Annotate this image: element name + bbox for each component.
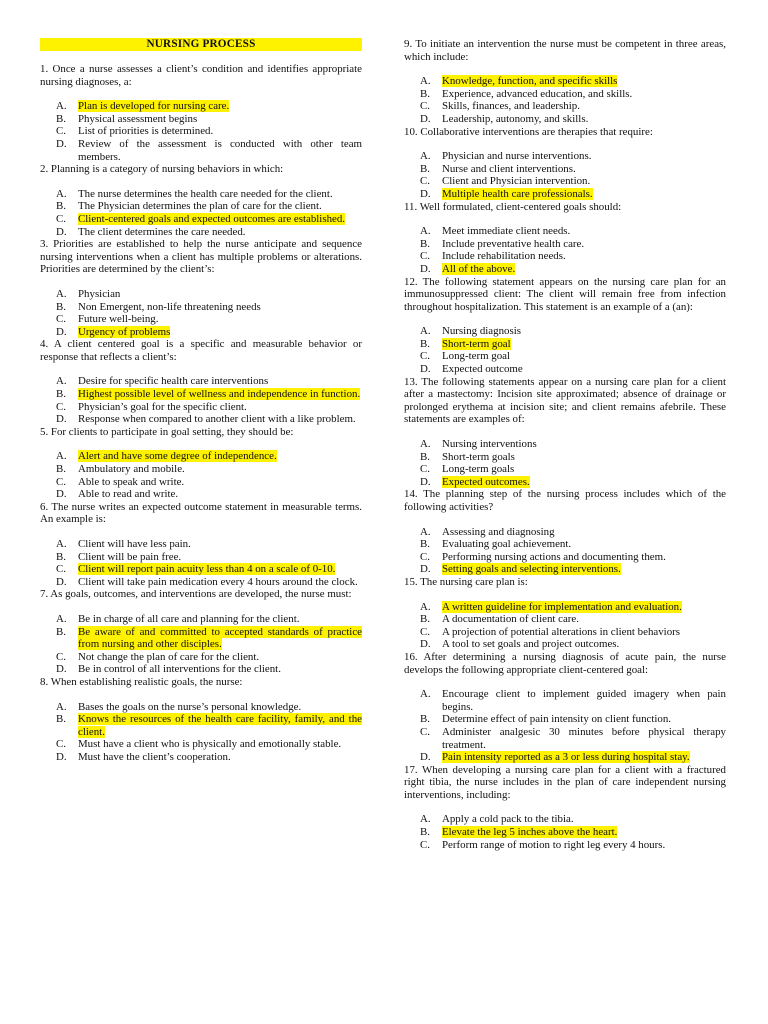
option-letter: D. (420, 751, 431, 764)
option-text: Knowledge, function, and specific skills (442, 75, 618, 88)
option-text: The nurse determines the health care needed for the client. (78, 187, 333, 200)
answer-option-highlighted (40, 626, 362, 651)
option-text: Client-centered goals and expected outcomes are established. (78, 212, 346, 225)
option-text: Must have the client’s cooperation. (78, 750, 231, 763)
answer-options (40, 375, 362, 425)
answer-option (40, 738, 362, 751)
answer-option (40, 138, 362, 163)
answer-option-highlighted (40, 100, 362, 113)
answer-option (404, 613, 726, 626)
option-text: Must have a client who is physically and emotionally stable. (78, 738, 342, 751)
answer-option (40, 375, 362, 388)
question-text: 12. The following statement appears on the nursing care plan for an immunosuppressed client: The client will remain free from infection throughout hospitalization. This statement is an example of a (an): (404, 275, 726, 313)
option-text: Able to read and write. (78, 488, 179, 501)
option-letter: C. (420, 250, 430, 263)
option-text: Review of the assessment is conducted with other team members. (78, 137, 362, 163)
answer-option (40, 313, 362, 326)
option-text: Setting goals and selecting interventions. (442, 563, 621, 576)
answer-option-highlighted (404, 476, 726, 489)
option-letter: C. (56, 212, 66, 225)
question-text: 6. The nurse writes an expected outcome statement in measurable terms. An example is: (40, 500, 362, 526)
option-letter: A. (420, 225, 431, 238)
option-letter: D. (56, 575, 67, 588)
option-letter: C. (420, 725, 430, 738)
question-text: 13. The following statements appear on a nursing care plan for a client after a mastectomy: Incision site approximated; absence of drainage or prolonged erythema at incision site; and client remains afebrile. These statements are examples of: (404, 375, 726, 426)
option-letter: C. (56, 475, 66, 488)
answer-option (404, 250, 726, 263)
option-letter: B. (56, 625, 66, 638)
option-text: Ambulatory and mobile. (78, 463, 185, 476)
option-text: Long-term goals (442, 463, 515, 476)
option-text: Client will take pain medication every 4 hours around the clock. (78, 575, 358, 588)
option-text: Short-term goals (442, 450, 515, 463)
answer-option (404, 463, 726, 476)
question-block (404, 576, 726, 651)
answer-option (404, 713, 726, 726)
answer-option-highlighted (404, 188, 726, 201)
answer-options (404, 325, 726, 375)
option-text: Nursing diagnosis (442, 325, 521, 338)
option-text: Bases the goals on the nurse’s personal knowledge. (78, 700, 302, 713)
answer-options (40, 288, 362, 338)
option-letter: D. (56, 225, 67, 238)
question-text: 3. Priorities are established to help the nurse anticipate and sequence nursing interventions when a client has multiple problems or alterations. Priorities are determined by the client’s: (40, 238, 362, 276)
option-text: The client determines the care needed. (78, 225, 246, 238)
answer-option (404, 688, 726, 713)
question-block (40, 338, 362, 426)
option-text: Include rehabilitation needs. (442, 250, 566, 263)
option-letter: D. (420, 112, 431, 125)
option-text: The Physician determines the plan of care for the client. (78, 200, 322, 213)
question-block (404, 488, 726, 576)
option-letter: C. (420, 100, 430, 113)
answer-option (40, 613, 362, 626)
option-text: Urgency of problems (78, 325, 171, 338)
option-text: Plan is developed for nursing care. (78, 100, 230, 113)
option-letter: C. (56, 563, 66, 576)
option-text: Long-term goal (442, 350, 511, 363)
option-letter: B. (420, 237, 430, 250)
option-letter: C. (56, 125, 66, 138)
question-text: 1. Once a nurse assesses a client’s condition and identifies appropriate nursing diagnoses, a: (40, 63, 362, 88)
answer-option (40, 551, 362, 564)
answer-options (404, 150, 726, 200)
option-letter: A. (420, 813, 431, 826)
option-text: Non Emergent, non-life threatening needs (78, 300, 261, 313)
option-letter: A. (56, 375, 67, 388)
option-text: Short-term goal (442, 337, 511, 350)
question-block (404, 651, 726, 764)
answer-option (404, 88, 726, 101)
option-letter: D. (56, 488, 67, 501)
answer-options (404, 225, 726, 275)
option-letter: B. (420, 826, 430, 839)
option-letter: A. (56, 612, 67, 625)
question-text: 16. After determining a nursing diagnosis of acute pain, the nurse develops the following appropriate client-centered goal: (404, 650, 726, 676)
left-column (40, 38, 362, 764)
answer-options (40, 188, 362, 238)
answer-option (40, 651, 362, 664)
option-text: Physician’s goal for the specific client. (78, 400, 247, 413)
option-text: Able to speak and write. (78, 475, 185, 488)
option-text: Client will be pain free. (78, 550, 182, 563)
answer-option-highlighted (404, 826, 726, 839)
answer-option (40, 476, 362, 489)
option-letter: A. (420, 688, 431, 701)
option-text: Multiple health care professionals. (442, 187, 593, 200)
option-text: Be in control of all interventions for the client. (78, 663, 281, 676)
answer-option (40, 226, 362, 239)
answer-option-highlighted (404, 563, 726, 576)
answer-option-highlighted (40, 388, 362, 401)
option-letter: A. (420, 600, 431, 613)
option-letter: C. (56, 400, 66, 413)
option-text: Knows the resources of the health care facility, family, and the client. (78, 713, 362, 738)
answer-option (404, 363, 726, 376)
option-letter: B. (56, 388, 66, 401)
option-letter: C. (56, 313, 66, 326)
answer-options (40, 701, 362, 764)
question-text: 9. To initiate an intervention the nurse must be competent in three areas, which include: (404, 38, 726, 63)
option-letter: D. (56, 750, 67, 763)
option-letter: B. (56, 463, 66, 476)
option-text: List of priorities is determined. (78, 125, 214, 138)
option-text: Physician and nurse interventions. (442, 150, 592, 163)
answer-option (404, 813, 726, 826)
option-letter: C. (420, 625, 430, 638)
question-list (404, 38, 726, 851)
option-letter: D. (420, 638, 431, 651)
answer-options (40, 538, 362, 588)
option-letter: D. (420, 187, 431, 200)
question-block (404, 201, 726, 276)
option-text: Elevate the leg 5 inches above the heart. (442, 826, 618, 839)
option-text: Client and Physician intervention. (442, 175, 591, 188)
option-letter: A. (56, 287, 67, 300)
option-letter: B. (56, 112, 66, 125)
option-text: Encourage client to implement guided imagery when pain begins. (442, 688, 726, 713)
option-letter: A. (56, 100, 67, 113)
option-text: Be aware of and committed to accepted standards of practice from nursing and other disciples. (78, 625, 362, 651)
answer-option-highlighted (404, 601, 726, 614)
question-text: 14. The planning step of the nursing process includes which of the following activities? (404, 488, 726, 513)
question-block (404, 376, 726, 489)
option-letter: D. (420, 475, 431, 488)
answer-options (404, 438, 726, 488)
option-letter: D. (56, 137, 67, 150)
option-text: Desire for specific health care interventions (78, 375, 269, 388)
option-letter: C. (420, 838, 430, 851)
question-text: 8. When establishing realistic goals, the nurse: (40, 675, 243, 688)
option-text: Response when compared to another client with a like problem. (78, 413, 356, 426)
question-text: 15. The nursing care plan is: (404, 575, 528, 588)
answer-option (404, 726, 726, 751)
answer-option-highlighted (404, 338, 726, 351)
answer-option (40, 125, 362, 138)
question-block (40, 501, 362, 589)
question-block (40, 426, 362, 501)
answer-option-highlighted (40, 450, 362, 463)
answer-options (40, 100, 362, 163)
option-letter: B. (420, 538, 430, 551)
answer-option (40, 188, 362, 201)
question-block (40, 588, 362, 676)
answer-option (404, 350, 726, 363)
answer-option (404, 100, 726, 113)
answer-option (404, 451, 726, 464)
option-text: Physical assessment begins (78, 112, 198, 125)
option-text: A documentation of client care. (442, 613, 579, 626)
answer-option-highlighted (404, 263, 726, 276)
option-letter: C. (56, 738, 66, 751)
option-text: Leadership, autonomy, and skills. (442, 112, 589, 125)
option-letter: A. (56, 538, 67, 550)
option-letter: B. (420, 713, 430, 726)
question-list (40, 63, 362, 764)
question-text: 11. Well formulated, client-centered goals should: (404, 200, 622, 213)
option-text: Assessing and diagnosing (442, 525, 555, 538)
option-letter: C. (420, 175, 430, 188)
option-text: Apply a cold pack to the tibia. (442, 813, 574, 826)
answer-option (404, 839, 726, 852)
answer-option-highlighted (40, 213, 362, 226)
option-text: Client will have less pain. (78, 538, 191, 550)
option-text: Perform range of motion to right leg every 4 hours. (442, 838, 666, 851)
question-block (404, 126, 726, 201)
option-letter: A. (56, 450, 67, 463)
option-letter: D. (420, 363, 431, 376)
option-letter: A. (420, 438, 431, 451)
answer-option-highlighted (40, 563, 362, 576)
option-text: Physician (78, 287, 121, 300)
option-letter: C. (420, 350, 430, 363)
page-title: NURSING PROCESS (40, 38, 362, 51)
question-text: 5. For clients to participate in goal setting, they should be: (40, 425, 294, 438)
question-text: 10. Collaborative interventions are therapies that require: (404, 125, 653, 138)
answer-option (404, 526, 726, 539)
answer-option (404, 163, 726, 176)
option-text: All of the above. (442, 262, 516, 275)
option-letter: C. (420, 463, 430, 476)
option-letter: B. (420, 162, 430, 175)
option-letter: A. (420, 325, 431, 338)
question-text: 2. Planning is a category of nursing behaviors in which: (40, 163, 284, 176)
question-block (40, 163, 362, 238)
option-letter: B. (56, 550, 66, 563)
answer-option-highlighted (40, 713, 362, 738)
answer-option (40, 301, 362, 314)
question-block (40, 238, 362, 338)
option-text: Future well-being. (78, 313, 159, 326)
right-column (404, 38, 726, 851)
answer-options (404, 526, 726, 576)
answer-option-highlighted (40, 326, 362, 339)
option-letter: B. (420, 613, 430, 626)
answer-option (40, 663, 362, 676)
option-text: Not change the plan of care for the client. (78, 650, 260, 663)
option-text: Expected outcome (442, 363, 523, 376)
answer-option (404, 438, 726, 451)
answer-option (40, 538, 362, 551)
answer-options (40, 613, 362, 676)
answer-option (40, 701, 362, 714)
option-letter: B. (420, 450, 430, 463)
answer-options (404, 75, 726, 125)
answer-option (404, 551, 726, 564)
option-text: Determine effect of pain intensity on client function. (442, 713, 672, 726)
answer-options (40, 450, 362, 500)
option-letter: D. (420, 262, 431, 275)
answer-option-highlighted (404, 751, 726, 764)
option-text: Be in charge of all care and planning for the client. (78, 612, 300, 625)
option-letter: A. (420, 75, 431, 88)
answer-option (404, 538, 726, 551)
answer-option (404, 175, 726, 188)
question-text: 17. When developing a nursing care plan for a client with a fractured right tibia, the nurse includes in the plan of care independent nursing interventions, including: (404, 763, 726, 801)
answer-options (404, 601, 726, 651)
answer-option (40, 200, 362, 213)
option-text: Skills, finances, and leadership. (442, 100, 580, 113)
answer-option (40, 288, 362, 301)
option-letter: D. (56, 413, 67, 426)
option-letter: B. (420, 87, 430, 100)
question-block (404, 38, 726, 126)
option-text: Highest possible level of wellness and independence in function. (78, 388, 361, 401)
option-letter: A. (56, 187, 67, 200)
answer-option-highlighted (404, 75, 726, 88)
answer-option (404, 238, 726, 251)
option-text: Alert and have some degree of independence. (78, 450, 277, 463)
option-text: Pain intensity reported as a 3 or less during hospital stay. (442, 751, 690, 764)
option-letter: B. (56, 713, 66, 726)
option-letter: C. (56, 650, 66, 663)
option-text: Performing nursing actions and documenting them. (442, 550, 666, 563)
answer-option (404, 150, 726, 163)
option-letter: B. (420, 337, 430, 350)
question-block (40, 676, 362, 764)
option-text: Include preventative health care. (442, 237, 585, 250)
option-text: Meet immediate client needs. (442, 225, 571, 238)
answer-option (404, 638, 726, 651)
option-text: Evaluating goal achievement. (442, 538, 572, 551)
option-text: A tool to set goals and project outcomes. (442, 638, 620, 651)
option-letter: A. (56, 700, 67, 713)
option-letter: D. (420, 563, 431, 576)
option-letter: B. (56, 200, 66, 213)
option-text: Administer analgesic 30 minutes before physical therapy treatment. (442, 725, 726, 751)
answer-options (404, 813, 726, 851)
question-block (404, 764, 726, 852)
option-text: Nurse and client interventions. (442, 162, 576, 175)
answer-option (40, 751, 362, 764)
question-block (40, 63, 362, 163)
option-text: A projection of potential alterations in client behaviors (442, 625, 681, 638)
option-letter: B. (56, 300, 66, 313)
option-letter: C. (420, 550, 430, 563)
option-letter: A. (420, 525, 431, 538)
option-text: Client will report pain acuity less than 4 on a scale of 0-10. (78, 563, 336, 576)
answer-option (40, 413, 362, 426)
answer-option (404, 325, 726, 338)
question-block (404, 276, 726, 376)
option-letter: A. (420, 150, 431, 163)
option-letter: D. (56, 325, 67, 338)
answer-option (40, 576, 362, 589)
question-text: 4. A client centered goal is a specific and measurable behavior or response that reflects a client’s: (40, 338, 362, 363)
answer-option (40, 488, 362, 501)
option-text: Experience, advanced education, and skills. (442, 87, 633, 100)
option-text: Nursing interventions (442, 438, 537, 451)
answer-options (404, 688, 726, 764)
answer-option (404, 113, 726, 126)
answer-option (40, 463, 362, 476)
answer-option (404, 225, 726, 238)
answer-option (404, 626, 726, 639)
option-letter: D. (56, 663, 67, 676)
answer-option (40, 401, 362, 414)
option-text: Expected outcomes. (442, 475, 530, 488)
option-text: A written guideline for implementation and evaluation. (442, 600, 682, 613)
question-text: 7. As goals, outcomes, and interventions are developed, the nurse must: (40, 588, 352, 601)
answer-option (40, 113, 362, 126)
